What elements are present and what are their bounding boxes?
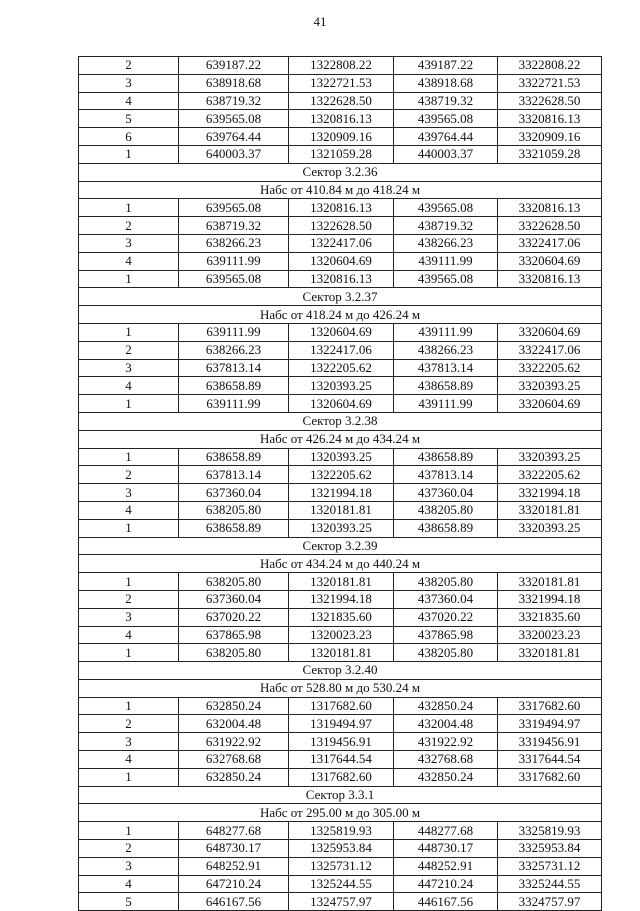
point-number-cell: 4 [79, 626, 179, 644]
point-number-cell: 5 [79, 893, 179, 911]
sector-height-range: Набс от 434.24 м до 440.24 м [79, 555, 602, 573]
point-number-cell: 2 [79, 466, 179, 484]
point-number-cell: 1 [79, 822, 179, 840]
coord-y2-cell: 3319494.97 [498, 715, 602, 733]
coord-x2-cell: 439565.08 [394, 110, 498, 128]
table-row [79, 466, 602, 484]
coord-y-cell: 1320181.81 [289, 501, 394, 519]
point-number-cell: 2 [79, 715, 179, 733]
coord-x-cell: 637020.22 [179, 608, 289, 626]
coord-y-cell: 1320816.13 [289, 270, 394, 288]
table-row [79, 768, 602, 786]
table-row [79, 341, 602, 359]
coord-y-cell: 1325819.93 [289, 822, 394, 840]
coord-y-cell: 1320181.81 [289, 644, 394, 662]
table-row [79, 751, 602, 769]
table-row [79, 377, 602, 395]
table-row [79, 145, 602, 163]
coord-y-cell: 1320181.81 [289, 573, 394, 591]
table-row [79, 875, 602, 893]
coord-y2-cell: 3320816.13 [498, 199, 602, 217]
point-number-cell: 3 [79, 234, 179, 252]
coord-y-cell: 1322628.50 [289, 92, 394, 110]
coord-x-cell: 632850.24 [179, 697, 289, 715]
coord-y2-cell: 3322628.50 [498, 217, 602, 235]
coord-x2-cell: 438266.23 [394, 341, 498, 359]
coord-y-cell: 1325244.55 [289, 875, 394, 893]
coord-x-cell: 638719.32 [179, 217, 289, 235]
point-number-cell: 1 [79, 697, 179, 715]
table-row [79, 217, 602, 235]
coord-x2-cell: 437020.22 [394, 608, 498, 626]
sector-height-range-row [79, 679, 602, 697]
sector-height-range: Набс от 426.24 м до 434.24 м [79, 430, 602, 448]
sector-height-range-row [79, 430, 602, 448]
table-row [79, 626, 602, 644]
coord-x2-cell: 432850.24 [394, 697, 498, 715]
coord-x-cell: 638719.32 [179, 92, 289, 110]
coord-x2-cell: 437360.04 [394, 484, 498, 502]
point-number-cell: 2 [79, 217, 179, 235]
coord-x-cell: 640003.37 [179, 145, 289, 163]
point-number-cell: 4 [79, 92, 179, 110]
coord-x2-cell: 438658.89 [394, 519, 498, 537]
point-number-cell: 2 [79, 341, 179, 359]
coord-y-cell: 1320393.25 [289, 519, 394, 537]
coord-y2-cell: 3320181.81 [498, 644, 602, 662]
coord-y-cell: 1317682.60 [289, 768, 394, 786]
coord-x-cell: 637865.98 [179, 626, 289, 644]
sector-title-row [79, 412, 602, 430]
sector-title-row [79, 786, 602, 804]
coord-x2-cell: 437813.14 [394, 466, 498, 484]
coord-x-cell: 646167.56 [179, 893, 289, 911]
sector-height-range-row [79, 306, 602, 324]
coord-x2-cell: 437865.98 [394, 626, 498, 644]
coord-y-cell: 1325731.12 [289, 857, 394, 875]
coord-y2-cell: 3320023.23 [498, 626, 602, 644]
coord-y-cell: 1321994.18 [289, 590, 394, 608]
coord-y2-cell: 3319456.91 [498, 733, 602, 751]
coord-x2-cell: 438658.89 [394, 377, 498, 395]
coord-y2-cell: 3321835.60 [498, 608, 602, 626]
coord-x-cell: 637813.14 [179, 466, 289, 484]
coord-x2-cell: 447210.24 [394, 875, 498, 893]
table-row [79, 359, 602, 377]
point-number-cell: 2 [79, 840, 179, 858]
table-row [79, 484, 602, 502]
coord-x2-cell: 439111.99 [394, 395, 498, 413]
coord-x2-cell: 432004.48 [394, 715, 498, 733]
table-row [79, 252, 602, 270]
table-row [79, 519, 602, 537]
coord-x2-cell: 438719.32 [394, 217, 498, 235]
table-row [79, 74, 602, 92]
coord-x-cell: 639565.08 [179, 199, 289, 217]
coord-x-cell: 648730.17 [179, 840, 289, 858]
coord-y-cell: 1322721.53 [289, 74, 394, 92]
sector-height-range: Набс от 295.00 м до 305.00 м [79, 804, 602, 822]
table-row [79, 893, 602, 911]
coord-x2-cell: 439111.99 [394, 252, 498, 270]
coord-y2-cell: 3322721.53 [498, 74, 602, 92]
coord-y-cell: 1321835.60 [289, 608, 394, 626]
coord-x2-cell: 437360.04 [394, 590, 498, 608]
coord-y-cell: 1322205.62 [289, 466, 394, 484]
coord-y2-cell: 3320604.69 [498, 323, 602, 341]
table-row [79, 822, 602, 840]
coord-y-cell: 1320023.23 [289, 626, 394, 644]
point-number-cell: 3 [79, 733, 179, 751]
coord-x2-cell: 432850.24 [394, 768, 498, 786]
point-number-cell: 4 [79, 751, 179, 769]
coord-x-cell: 632004.48 [179, 715, 289, 733]
table-row [79, 501, 602, 519]
sector-title-row [79, 537, 602, 555]
coord-x2-cell: 438918.68 [394, 74, 498, 92]
point-number-cell: 3 [79, 74, 179, 92]
coord-y2-cell: 3321994.18 [498, 484, 602, 502]
point-number-cell: 1 [79, 573, 179, 591]
point-number-cell: 1 [79, 644, 179, 662]
coord-x2-cell: 438205.80 [394, 644, 498, 662]
coord-x2-cell: 439565.08 [394, 270, 498, 288]
coord-x2-cell: 438205.80 [394, 501, 498, 519]
table-row [79, 199, 602, 217]
coord-y-cell: 1320816.13 [289, 199, 394, 217]
coord-x-cell: 648252.91 [179, 857, 289, 875]
point-number-cell: 1 [79, 199, 179, 217]
sector-title: Сектор 3.3.1 [79, 786, 602, 804]
coord-y2-cell: 3325244.55 [498, 875, 602, 893]
coord-x-cell: 647210.24 [179, 875, 289, 893]
coord-x2-cell: 438266.23 [394, 234, 498, 252]
coord-x-cell: 638658.89 [179, 448, 289, 466]
coord-y-cell: 1322205.62 [289, 359, 394, 377]
table-row [79, 840, 602, 858]
coord-x2-cell: 438658.89 [394, 448, 498, 466]
coord-y2-cell: 3317682.60 [498, 768, 602, 786]
sector-title: Сектор 3.2.37 [79, 288, 602, 306]
coord-y-cell: 1317644.54 [289, 751, 394, 769]
coord-x2-cell: 437813.14 [394, 359, 498, 377]
coord-x2-cell: 431922.92 [394, 733, 498, 751]
coord-y2-cell: 3325819.93 [498, 822, 602, 840]
coord-x2-cell: 432768.68 [394, 751, 498, 769]
coord-x-cell: 639187.22 [179, 57, 289, 75]
sector-title-row [79, 662, 602, 680]
coord-y2-cell: 3322205.62 [498, 359, 602, 377]
coord-y2-cell: 3320393.25 [498, 377, 602, 395]
coord-y2-cell: 3320604.69 [498, 252, 602, 270]
table-row [79, 270, 602, 288]
sector-title: Сектор 3.2.39 [79, 537, 602, 555]
sector-title-row [79, 288, 602, 306]
table-row [79, 128, 602, 146]
point-number-cell: 1 [79, 519, 179, 537]
coord-x-cell: 638658.89 [179, 377, 289, 395]
table-row [79, 323, 602, 341]
coord-y2-cell: 3320393.25 [498, 519, 602, 537]
coord-y-cell: 1325953.84 [289, 840, 394, 858]
coord-x-cell: 637360.04 [179, 484, 289, 502]
sector-height-range-row [79, 181, 602, 199]
coord-y-cell: 1319456.91 [289, 733, 394, 751]
coord-y2-cell: 3320816.13 [498, 110, 602, 128]
point-number-cell: 1 [79, 768, 179, 786]
coord-y2-cell: 3321059.28 [498, 145, 602, 163]
coord-y2-cell: 3322808.22 [498, 57, 602, 75]
coord-x2-cell: 440003.37 [394, 145, 498, 163]
coord-y-cell: 1322417.06 [289, 234, 394, 252]
coord-y-cell: 1321994.18 [289, 484, 394, 502]
sector-height-range-row [79, 555, 602, 573]
table-row [79, 92, 602, 110]
coord-y2-cell: 3320181.81 [498, 501, 602, 519]
coord-x-cell: 639565.08 [179, 110, 289, 128]
coord-x-cell: 638266.23 [179, 234, 289, 252]
point-number-cell: 1 [79, 323, 179, 341]
coord-x2-cell: 439764.44 [394, 128, 498, 146]
point-number-cell: 2 [79, 57, 179, 75]
sector-height-range: Набс от 528.80 м до 530.24 м [79, 679, 602, 697]
table-row [79, 857, 602, 875]
coord-y-cell: 1324757.97 [289, 893, 394, 911]
coord-y2-cell: 3321994.18 [498, 590, 602, 608]
coord-x2-cell: 448730.17 [394, 840, 498, 858]
coord-x-cell: 639764.44 [179, 128, 289, 146]
coord-x-cell: 638205.80 [179, 644, 289, 662]
coord-x-cell: 632768.68 [179, 751, 289, 769]
page-number: 41 [313, 14, 327, 29]
coord-x-cell: 632850.24 [179, 768, 289, 786]
table-row [79, 395, 602, 413]
coord-x-cell: 639111.99 [179, 252, 289, 270]
point-number-cell: 4 [79, 377, 179, 395]
coord-x2-cell: 448277.68 [394, 822, 498, 840]
point-number-cell: 3 [79, 857, 179, 875]
point-number-cell: 1 [79, 145, 179, 163]
table-row [79, 644, 602, 662]
point-number-cell: 5 [79, 110, 179, 128]
coord-x-cell: 637813.14 [179, 359, 289, 377]
sector-title: Сектор 3.2.40 [79, 662, 602, 680]
coord-x-cell: 638205.80 [179, 573, 289, 591]
coord-y-cell: 1322808.22 [289, 57, 394, 75]
point-number-cell: 1 [79, 448, 179, 466]
table-row [79, 608, 602, 626]
coord-x-cell: 639111.99 [179, 395, 289, 413]
coord-y-cell: 1320816.13 [289, 110, 394, 128]
coord-y-cell: 1320604.69 [289, 323, 394, 341]
sector-title-row [79, 163, 602, 181]
coord-x-cell: 637360.04 [179, 590, 289, 608]
coord-y2-cell: 3317682.60 [498, 697, 602, 715]
coord-y-cell: 1319494.97 [289, 715, 394, 733]
coord-y2-cell: 3320816.13 [498, 270, 602, 288]
coord-y-cell: 1322417.06 [289, 341, 394, 359]
coord-x-cell: 638205.80 [179, 501, 289, 519]
coord-x-cell: 638658.89 [179, 519, 289, 537]
coord-x-cell: 648277.68 [179, 822, 289, 840]
coord-y-cell: 1320909.16 [289, 128, 394, 146]
point-number-cell: 4 [79, 501, 179, 519]
sector-title: Сектор 3.2.38 [79, 412, 602, 430]
table-row [79, 110, 602, 128]
coord-y-cell: 1317682.60 [289, 697, 394, 715]
coord-x2-cell: 438205.80 [394, 573, 498, 591]
coord-y-cell: 1322628.50 [289, 217, 394, 235]
coord-y2-cell: 3322417.06 [498, 341, 602, 359]
point-number-cell: 6 [79, 128, 179, 146]
coord-y-cell: 1320604.69 [289, 395, 394, 413]
coord-y2-cell: 3322628.50 [498, 92, 602, 110]
coord-x2-cell: 446167.56 [394, 893, 498, 911]
coord-y2-cell: 3317644.54 [498, 751, 602, 769]
coord-y2-cell: 3320909.16 [498, 128, 602, 146]
point-number-cell: 1 [79, 270, 179, 288]
table-row [79, 573, 602, 591]
coord-y2-cell: 3325731.12 [498, 857, 602, 875]
coord-x-cell: 639111.99 [179, 323, 289, 341]
coord-x-cell: 638266.23 [179, 341, 289, 359]
coord-y2-cell: 3320393.25 [498, 448, 602, 466]
coord-y2-cell: 3324757.97 [498, 893, 602, 911]
table-row [79, 733, 602, 751]
table-row [79, 590, 602, 608]
table-row [79, 57, 602, 75]
sector-title: Сектор 3.2.36 [79, 163, 602, 181]
coord-y-cell: 1320393.25 [289, 448, 394, 466]
table-row [79, 448, 602, 466]
point-number-cell: 3 [79, 484, 179, 502]
coord-y2-cell: 3320181.81 [498, 573, 602, 591]
coord-x-cell: 639565.08 [179, 270, 289, 288]
sector-height-range: Набс от 418.24 м до 426.24 м [79, 306, 602, 324]
sector-height-range-row [79, 804, 602, 822]
coord-y2-cell: 3325953.84 [498, 840, 602, 858]
coord-x2-cell: 448252.91 [394, 857, 498, 875]
coord-x-cell: 631922.92 [179, 733, 289, 751]
table-row [79, 697, 602, 715]
coord-y2-cell: 3322205.62 [498, 466, 602, 484]
coordinates-table [78, 56, 602, 911]
coord-x2-cell: 439111.99 [394, 323, 498, 341]
coord-y2-cell: 3322417.06 [498, 234, 602, 252]
point-number-cell: 1 [79, 395, 179, 413]
coord-x2-cell: 439565.08 [394, 199, 498, 217]
coord-x2-cell: 438719.32 [394, 92, 498, 110]
coord-y2-cell: 3320604.69 [498, 395, 602, 413]
point-number-cell: 3 [79, 608, 179, 626]
coord-x-cell: 638918.68 [179, 74, 289, 92]
table-row [79, 715, 602, 733]
table-row [79, 234, 602, 252]
coord-y-cell: 1320393.25 [289, 377, 394, 395]
point-number-cell: 4 [79, 875, 179, 893]
point-number-cell: 2 [79, 590, 179, 608]
coord-x2-cell: 439187.22 [394, 57, 498, 75]
coord-y-cell: 1320604.69 [289, 252, 394, 270]
coordinates-table-body [79, 57, 602, 911]
sector-height-range: Набс от 410.84 м до 418.24 м [79, 181, 602, 199]
coord-y-cell: 1321059.28 [289, 145, 394, 163]
point-number-cell: 4 [79, 252, 179, 270]
point-number-cell: 3 [79, 359, 179, 377]
